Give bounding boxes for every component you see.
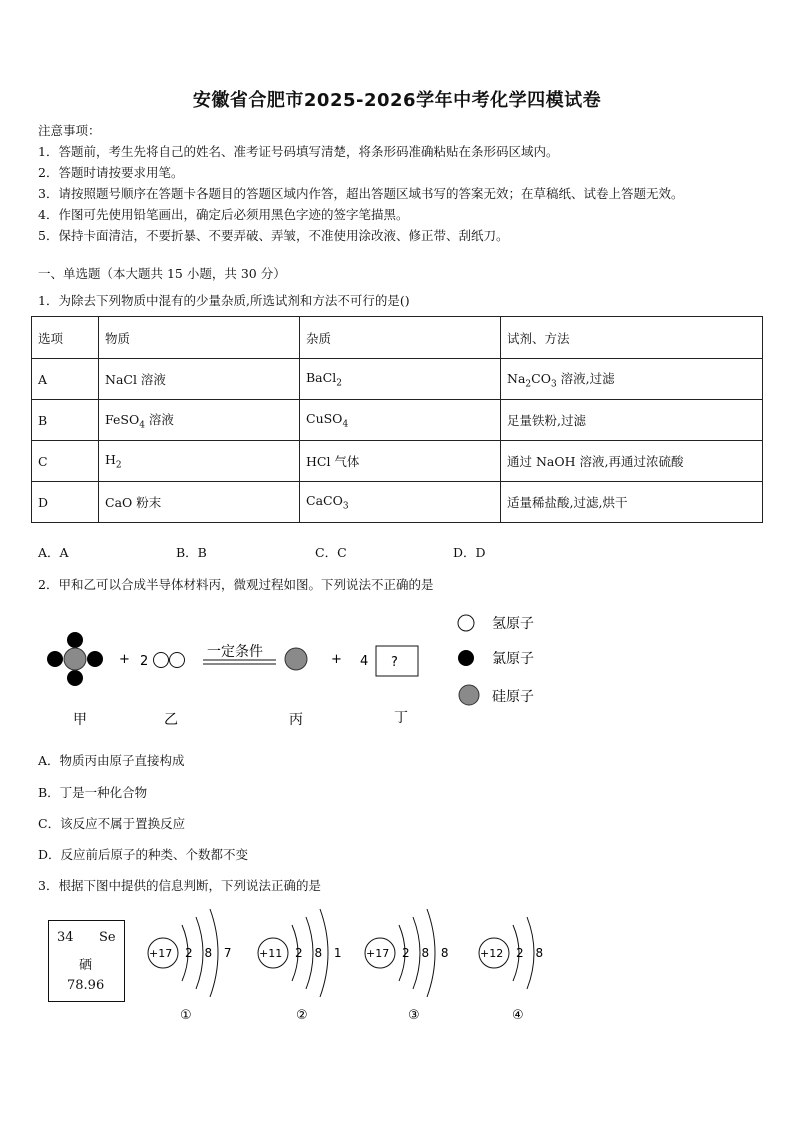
table-header-cell: 物质 bbox=[99, 317, 300, 359]
answer-option[interactable]: D．反应前后原子的种类、个数都不变 bbox=[38, 847, 249, 862]
legend-label: 氯原子 bbox=[492, 651, 534, 667]
legend-label: 氢原子 bbox=[492, 616, 534, 632]
formula-text: 溶液,过滤 bbox=[556, 370, 615, 386]
question-1-stem: 1．为除去下列物质中混有的少量杂质,所选试剂和方法不可行的是() bbox=[38, 293, 410, 308]
atom-diagram-1 bbox=[148, 909, 236, 1023]
formula-subscript: 4 bbox=[342, 419, 349, 430]
formula-text: Na bbox=[507, 370, 526, 386]
page-title: 安徽省合肥市2025-2026学年中考化学四模试卷 bbox=[192, 90, 602, 111]
formula-text: FeSO bbox=[105, 411, 140, 427]
table-cell: B bbox=[32, 400, 99, 441]
table-header-cell: 杂质 bbox=[300, 317, 501, 359]
table-cell: C bbox=[32, 441, 99, 482]
notice-heading: 注意事项： bbox=[38, 123, 101, 138]
chlorine-legend-icon bbox=[458, 650, 474, 666]
species-label: 甲 bbox=[73, 712, 87, 728]
table-cell bbox=[300, 359, 501, 400]
table-cell bbox=[300, 400, 501, 441]
question-1-table bbox=[31, 316, 763, 523]
molecule-jia bbox=[47, 632, 103, 686]
silicon-legend-icon bbox=[459, 685, 479, 705]
molecule-yi bbox=[154, 653, 185, 668]
notice-item: 5．保持卡面清洁，不要折暴、不要弄破、弄皱，不准使用涂改液、修正带、刮纸刀。 bbox=[38, 228, 509, 243]
formula-subscript: 2 bbox=[336, 378, 342, 389]
element-symbol: Se bbox=[99, 930, 116, 945]
table-cell bbox=[99, 400, 300, 441]
species-label: 丙 bbox=[289, 712, 303, 728]
table-cell: D bbox=[32, 482, 99, 523]
legend bbox=[458, 615, 534, 705]
table-cell: CaO 粉末 bbox=[99, 482, 300, 523]
coefficient: 4 bbox=[360, 654, 369, 669]
reaction-condition: 一定条件 bbox=[207, 644, 263, 660]
formula-text: BaCl bbox=[306, 369, 337, 385]
electron-shells: 2 8 1 bbox=[295, 946, 346, 960]
atomic-number: 34 bbox=[57, 930, 74, 945]
answer-option[interactable]: C．C bbox=[315, 545, 347, 560]
diagram-label: ④ bbox=[512, 1008, 524, 1023]
answer-option[interactable]: B．丁是一种化合物 bbox=[38, 785, 148, 800]
diagram-label: ② bbox=[296, 1008, 308, 1023]
formula-subscript: 4 bbox=[139, 420, 145, 431]
table-cell: NaCl 溶液 bbox=[99, 359, 300, 400]
electron-shells: 2 8 bbox=[516, 946, 548, 960]
plus-sign: + bbox=[331, 652, 342, 667]
table-row bbox=[32, 482, 763, 523]
table-cell: 通过 NaOH 溶液,再通过浓硫酸 bbox=[501, 441, 763, 482]
atom-diagram-2 bbox=[258, 909, 346, 1023]
formula-subscript: 3 bbox=[342, 501, 349, 512]
table-cell: 适量稀盐酸,过滤,烘干 bbox=[501, 482, 763, 523]
diagram-label: ③ bbox=[408, 1008, 420, 1023]
notice-block bbox=[38, 120, 683, 246]
formula-text: 溶液 bbox=[144, 411, 174, 427]
electron-shells: 2 8 8 bbox=[402, 946, 453, 960]
answer-option[interactable]: A．物质丙由原子直接构成 bbox=[38, 753, 185, 768]
nucleus-charge: +12 bbox=[480, 947, 504, 960]
legend-label: 硅原子 bbox=[492, 689, 534, 705]
atom-diagram-3 bbox=[365, 909, 453, 1023]
notice-item: 3．请按照题号顺序在答题卡各题目的答题区域内作答，超出答题区域书写的答案无效；在草稿纸、试卷上答题无效。 bbox=[38, 186, 684, 201]
formula-subscript: 2 bbox=[115, 460, 122, 471]
table-cell bbox=[300, 482, 501, 523]
species-label: 乙 bbox=[164, 712, 178, 728]
atom-diagram-4 bbox=[479, 917, 547, 1023]
formula-subscript: 2 bbox=[525, 379, 532, 390]
table-cell: 足量铁粉,过滤 bbox=[501, 400, 763, 441]
plus-sign: + bbox=[119, 652, 130, 667]
section-heading: 一、单选题（本大题共 15 小题，共 30 分） bbox=[38, 266, 286, 281]
notice-item: 4．作图可先使用铅笔画出，确定后必须用黑色字迹的签字笔描黑。 bbox=[38, 207, 409, 222]
element-name: 硒 bbox=[79, 958, 93, 973]
table-header-cell: 选项 bbox=[32, 317, 99, 359]
hydrogen-legend-icon bbox=[458, 615, 474, 631]
answer-option[interactable]: D．D bbox=[453, 545, 486, 560]
table-row bbox=[32, 400, 763, 441]
notice-item: 1．答题前，考生先将自己的姓名、准考证号码填写清楚，将条形码准确粘贴在条形码区域内。 bbox=[38, 144, 559, 159]
answer-option[interactable]: C．该反应不属于置换反应 bbox=[38, 816, 186, 831]
periodic-element-card bbox=[48, 920, 125, 1002]
nucleus-charge: +17 bbox=[149, 947, 173, 960]
table-cell bbox=[99, 441, 300, 482]
electron-shells: 2 8 7 bbox=[185, 946, 236, 960]
atomic-mass: 78.96 bbox=[67, 978, 105, 993]
nucleus-charge: +17 bbox=[366, 947, 390, 960]
question-1-choices bbox=[38, 543, 486, 561]
question-2-stem: 2．甲和乙可以合成半导体材料丙，微观过程如图。下列说法不正确的是 bbox=[38, 577, 434, 592]
species-label: 丁 bbox=[394, 710, 408, 726]
notice-item: 2．答题时请按要求用笔。 bbox=[38, 165, 184, 180]
question-3-stem: 3．根据下图中提供的信息判断，下列说法正确的是 bbox=[38, 878, 321, 893]
unknown-mark: ? bbox=[391, 655, 398, 670]
table-row bbox=[32, 441, 763, 482]
coefficient: 2 bbox=[140, 654, 149, 669]
formula-text: CaCO bbox=[306, 492, 343, 508]
molecule-bing bbox=[285, 648, 307, 670]
nucleus-charge: +11 bbox=[259, 947, 283, 960]
formula-text: CuSO bbox=[306, 410, 343, 426]
table-header-row bbox=[32, 317, 763, 359]
table-cell: A bbox=[32, 359, 99, 400]
formula-text: H bbox=[105, 451, 116, 467]
formula-subscript: 3 bbox=[550, 379, 557, 390]
atom-structure-diagrams bbox=[130, 895, 570, 1035]
table-cell bbox=[501, 359, 763, 400]
reaction-diagram bbox=[0, 600, 794, 740]
answer-option[interactable]: B．B bbox=[176, 545, 207, 560]
diagram-label: ① bbox=[180, 1008, 192, 1023]
table-header-cell: 试剂、方法 bbox=[501, 317, 763, 359]
answer-option[interactable]: A．A bbox=[38, 545, 69, 560]
table-row bbox=[32, 359, 763, 400]
table-cell: HCl 气体 bbox=[300, 441, 501, 482]
formula-text: CO bbox=[531, 370, 551, 386]
